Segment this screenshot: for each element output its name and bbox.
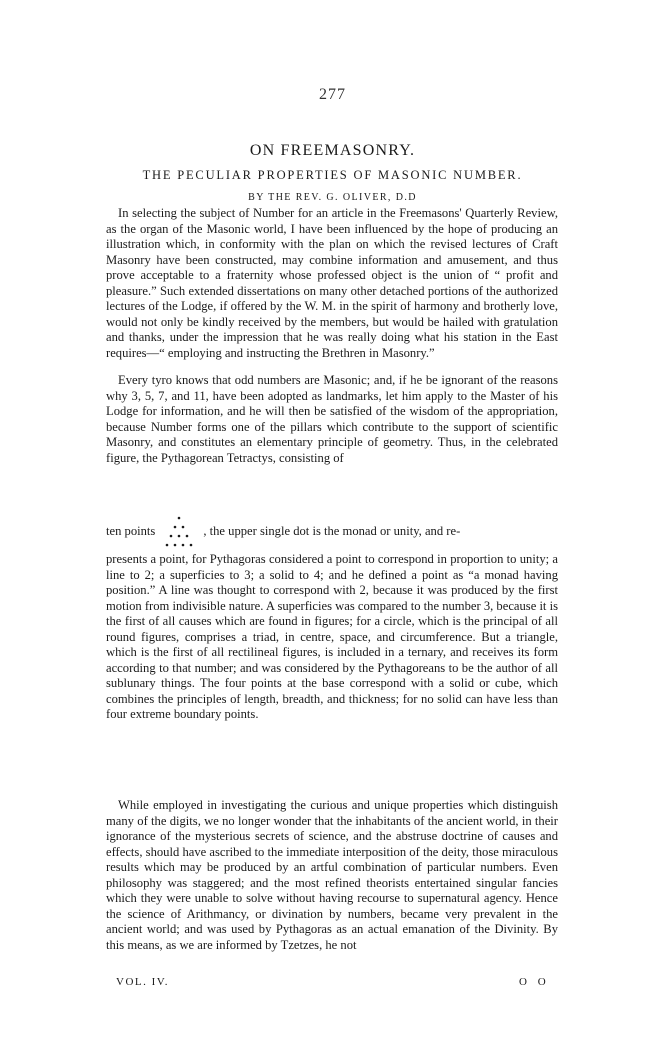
article-title: ON FREEMASONRY.	[249, 142, 416, 159]
paragraph-2: Every tyro knows that odd numbers are Masonic; and, if he be ignorant of the reasons why 3, 5, 7, and 11, have been adopted as landmarks, let him apply to the Master of his Lodge for information, and he will then be satisfied of the wisdom of the appropriation, because Number forms one of the pillars which contribute to the support of scientific Masonry, and constitutes an elementary principle of geometry. Thus, in the celebrated figure, the Pythagorean Tetractys, consisting of	[106, 373, 558, 465]
paragraph-1: In selecting the subject of Number for an article in the Freemasons' Quarterly Review, as the organ of the Masonic world, I have been influenced by the hope of producing an illustration which, in conformity with the plan on which the revised lectures of Craft Masonry have been constructed, may combine information and amusement, and thus prove acceptable to a fraternity whose professed object is the union of “ profit and pleasure.” Such extended dissertations on many other detached portions of the authorized lectures of the Lodge, if offered by the W. M. in the spirit of harmony and brotherly love, would not only be kindly received by the members, but would be hailed with gratulation and thanks, under the impression that he was really doing what his station in the East requires—“ employing and instructing the Brethren in Masonry.”	[106, 206, 558, 360]
tetractys-dot	[178, 535, 181, 538]
tetractys-dot	[178, 517, 181, 520]
tetractys-dot	[170, 535, 173, 538]
tetractys-dot	[182, 526, 185, 529]
article-subtitle: THE PECULIAR PROPERTIES OF MASONIC NUMBER.	[142, 168, 523, 182]
volume-label: VOL. IV.	[116, 976, 170, 988]
signature-mark: O O	[519, 976, 550, 988]
tetractys-dot	[174, 544, 177, 547]
author-byline: BY THE REV. G. OLIVER, D.D	[248, 192, 417, 203]
paragraph-3: presents a point, for Pythagoras considered a point to correspond in proportion to unity; a line to 2; a superficies to 3; a solid to 4; and he defined a point as “a monad having position.” A line was thought to correspond with 2, because it was produced by the first motion from indivisible nature. A superficies was compared to the number 3, because it is the first of all causes which are found in figures; for a circle, which is the principal of all round figures, comprises a triad, in centre, space, and circumference. But a triangle, which is the first of all rectilineal figures, is included in a ternary, and receives its form according to that number; and was considered by the Pythagoreans to be the author of all sublunary things. The four points at the base correspond with a solid or cube, which combines the principles of length, breadth, and thickness; for no solid can have less than four extreme boundary points.	[106, 552, 558, 721]
tetractys-dot	[182, 544, 185, 547]
tetractys-text-before: ten points	[106, 524, 156, 539]
tetractys-dot	[186, 535, 189, 538]
tetractys-figure	[159, 512, 199, 552]
paragraph-4: While employed in investigating the curious and unique properties which distinguish many of the digits, we no longer wonder that the inhabitants of the ancient world, in their ignorance of the mysterious secrets of science, and the abstruse doctrine of causes and effects, should have ascribed to the immediate interposition of the deity, those miraculous results which may be produced by an artful combination of particular numbers. Even philosophy was staggered; and the most refined theorists entertained singular fancies which they were unable to solve without having recourse to supernatural agency. Hence the science of Arithmancy, or divination by numbers, became very prevalent in the ancient world; and was used by Pythagoras as an actual emanation of the Divinity. By this means, as we are informed by Tzetzes, he not	[106, 798, 558, 952]
tetractys-dot	[174, 526, 177, 529]
tetractys-dot	[190, 544, 193, 547]
tetractys-line	[106, 512, 558, 552]
page-number: 277	[319, 86, 346, 103]
tetractys-text-after: , the upper single dot is the monad or unity, and re-	[203, 524, 461, 539]
tetractys-dot	[166, 544, 169, 547]
